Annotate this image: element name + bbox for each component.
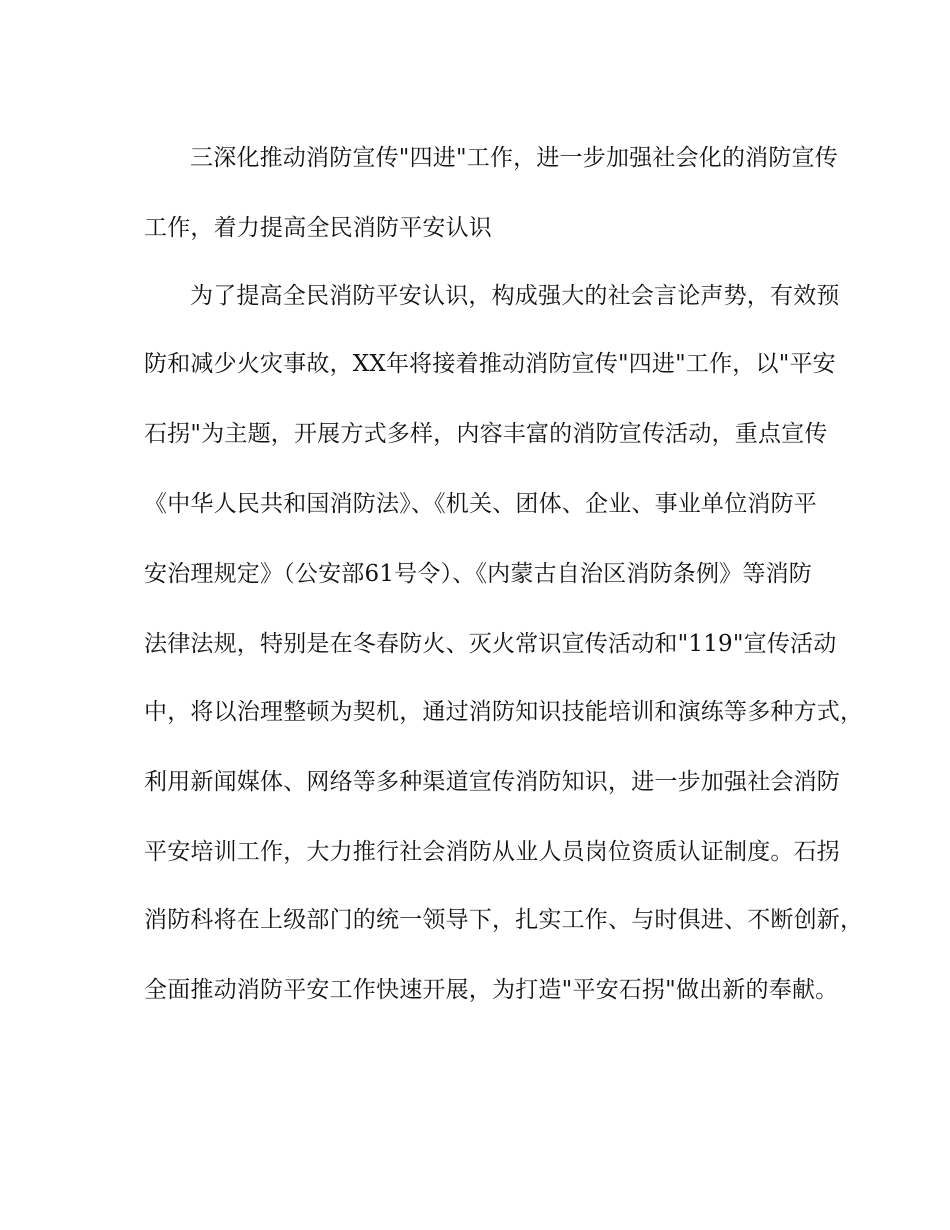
paragraph-line-8: 利用新闻媒体、网络等多种渠道宣传消防知识，进一步加强社会消防 <box>144 769 840 795</box>
paragraph-line-4: 《中华人民共和国消防法》、《机关、团体、企业、事业单位消防平 <box>144 491 817 517</box>
paragraph-line-9: 平安培训工作，大力推行社会消防从业人员岗位资质认证制度。石拐 <box>144 839 840 865</box>
paragraph-line-1: 为了提高全民消防平安认识，构成强大的社会言论声势，有效预 <box>190 283 840 309</box>
paragraph-line-2: 防和减少火灾事故，XX年将接着推动消防宣传"四进"工作，以"平安 <box>144 351 836 377</box>
paragraph-line-3: 石拐"为主题，开展方式多样，内容丰富的消防宣传活动，重点宣传 <box>144 421 828 447</box>
paragraph-line-6: 法律法规，特别是在冬春防火、灭火常识宣传活动和"119"宣传活动 <box>144 631 837 657</box>
heading-line-1: 三深化推动消防宣传"四进"工作，进一步加强社会化的消防宣传 <box>190 145 838 171</box>
paragraph-line-10: 消防科将在上级部门的统一领导下，扎实工作、与时俱进、不断创新， <box>144 907 864 933</box>
paragraph-line-11: 全面推动消防平安工作快速开展，为打造"平安石拐"做出新的奉献。 <box>144 977 839 1003</box>
paragraph-line-7: 中，将以治理整顿为契机，通过消防知识技能培训和演练等多种方式， <box>144 699 864 725</box>
heading-line-2: 工作，着力提高全民消防平安认识 <box>144 215 492 241</box>
paragraph-line-5: 安治理规定》（公安部61号令）、《内蒙古自治区消防条例》等消防 <box>144 561 812 587</box>
